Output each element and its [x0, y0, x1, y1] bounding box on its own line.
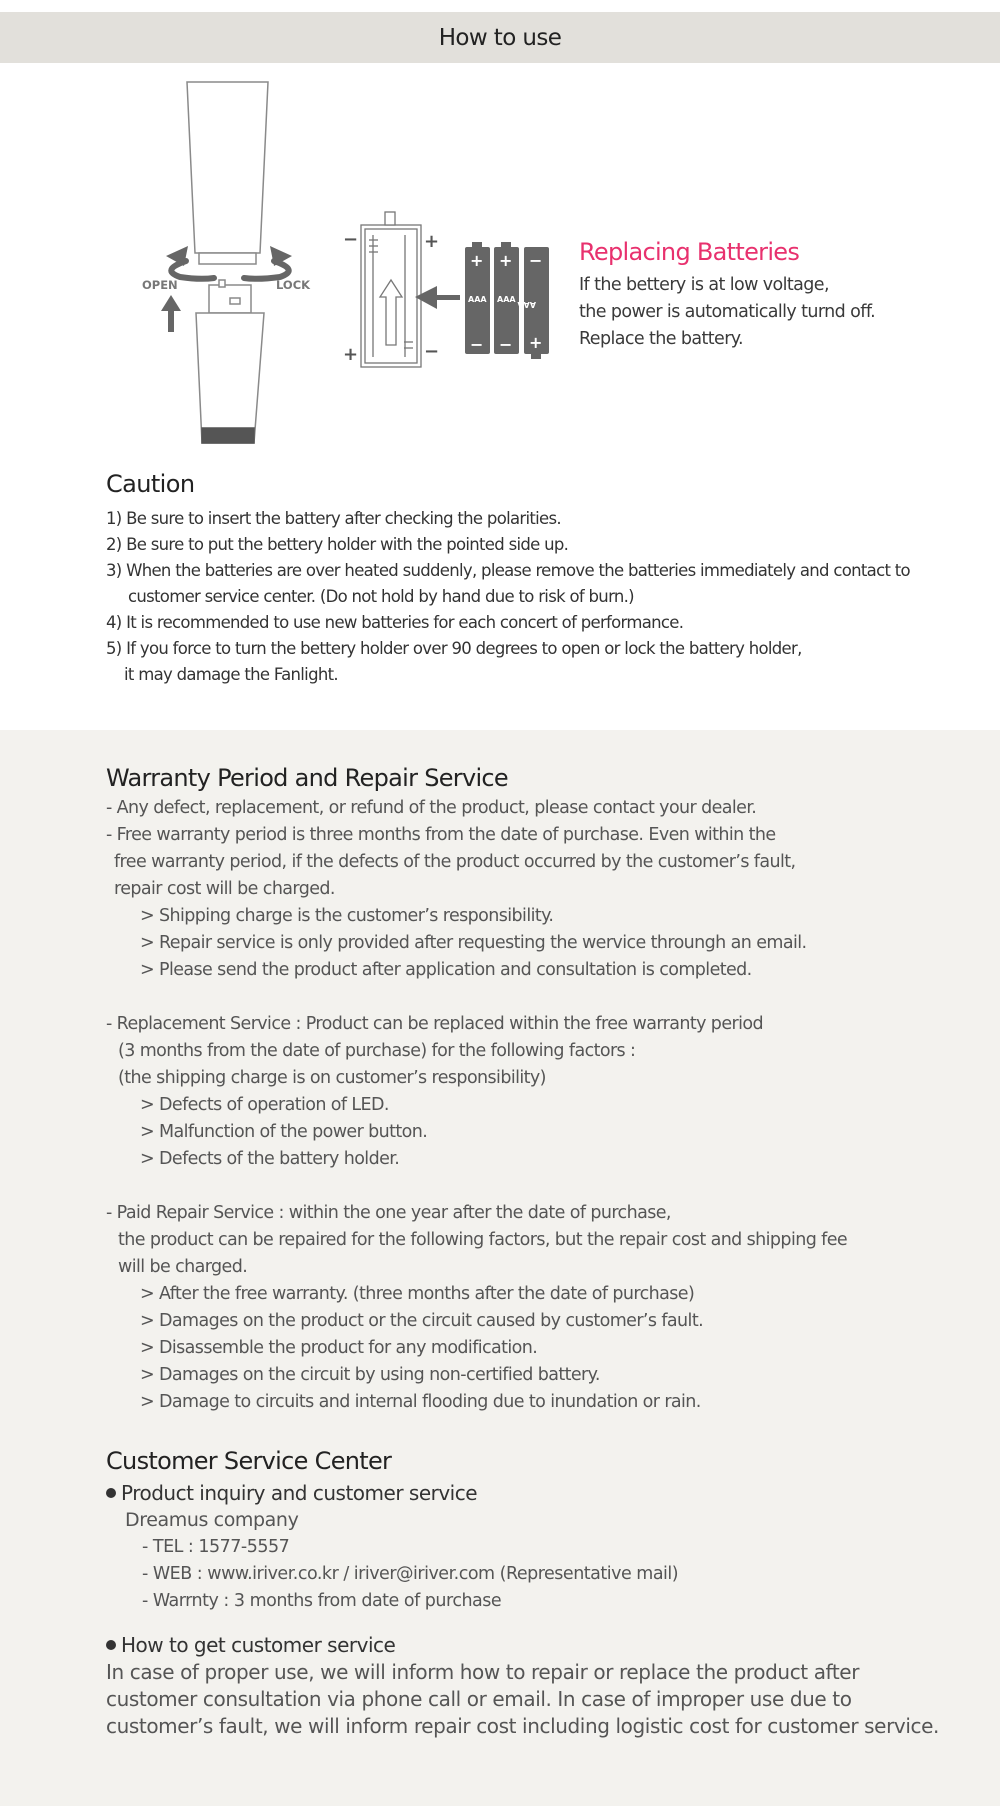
- csc-paragraph-line: In case of proper use, we will inform how to repair or replace the product after: [106, 1660, 860, 1684]
- caution-item-1: 1) Be sure to insert the battery after checking the polarities.: [106, 509, 561, 528]
- customer-service-section: [106, 1447, 996, 1740]
- warranty-line: the product can be repaired for the following factors, but the repair cost and shipping fee: [118, 1230, 848, 1250]
- caution-item-2: 2) Be sure to put the bettery holder with the pointed side up.: [106, 535, 569, 554]
- csc-bullet-howto-text: How to get customer service: [121, 1633, 396, 1657]
- battery-3-plus: +: [529, 333, 543, 352]
- up-arrow-icon: [161, 295, 181, 332]
- battery-2-minus: −: [499, 335, 513, 354]
- warranty-subline: > Defects of the battery holder.: [140, 1149, 400, 1169]
- bullet-dot-icon: [106, 1488, 116, 1498]
- spacer: [106, 984, 986, 1011]
- replacing-batteries: [579, 238, 979, 353]
- insert-arrow-icon: [415, 286, 460, 309]
- top-strip: [0, 0, 1000, 12]
- warranty-subline: > Disassemble the product for any modification.: [140, 1338, 538, 1358]
- warranty-line: - Replacement Service : Product can be replaced within the free warranty period: [106, 1014, 763, 1034]
- replacing-title: Replacing Batteries: [579, 238, 800, 266]
- battery-2: [494, 242, 519, 354]
- battery-1-plus: +: [470, 251, 484, 270]
- caution-item-3-cont: customer service center. (Do not hold by hand due to risk of burn.): [128, 587, 634, 606]
- csc-company: Dreamus company: [125, 1509, 299, 1531]
- warranty-line: free warranty period, if the defects of the product occurred by the customer’s fault,: [114, 852, 796, 872]
- warranty-line: (3 months from the date of purchase) for the following factors :: [118, 1041, 636, 1061]
- warranty-line: will be charged.: [118, 1257, 248, 1277]
- holder-plus-bottom: +: [343, 344, 359, 365]
- spacer: [106, 1173, 986, 1200]
- csc-paragraph-line: customer consultation via phone call or email. In case of improper use due to: [106, 1687, 852, 1711]
- warranty-line: repair cost will be charged.: [114, 879, 335, 899]
- warranty-line: - Any defect, replacement, or refund of the product, please contact your dealer.: [106, 798, 757, 818]
- replacing-line-1: If the bettery is at low voltage,: [579, 275, 829, 295]
- battery-3: [517, 247, 549, 359]
- holder-plus-top: +: [424, 231, 440, 252]
- replacing-line-3: Replace the battery.: [579, 329, 744, 349]
- holder-minus-bottom: −: [424, 341, 440, 362]
- section-header: [0, 12, 1000, 63]
- csc-title: Customer Service Center: [106, 1447, 392, 1475]
- battery-1-label: AAA: [468, 295, 487, 304]
- caution-item-5: 5) If you force to turn the bettery holder over 90 degrees to open or lock the battery holder,: [106, 639, 802, 658]
- warranty-subline: > Shipping charge is the customer’s responsibility.: [140, 906, 554, 926]
- csc-warranty: - Warrnty : 3 months from date of purchase: [142, 1591, 502, 1611]
- battery-2-label: AAA: [497, 295, 516, 304]
- page-title: How to use: [438, 24, 562, 51]
- battery-3-minus: −: [529, 251, 543, 270]
- warranty-subline: > Defects of operation of LED.: [140, 1095, 389, 1115]
- caution-title: Caution: [106, 470, 195, 498]
- battery-1: [465, 242, 490, 354]
- battery-3-label: AAA: [517, 300, 536, 309]
- caution-item-5-cont: it may damage the Fanlight.: [124, 665, 338, 684]
- replacing-line-2: the power is automatically turnd off.: [579, 302, 876, 322]
- caution-section: [106, 470, 986, 688]
- bullet-dot-icon: [106, 1640, 116, 1650]
- csc-bullet-inquiry-text: Product inquiry and customer service: [121, 1481, 478, 1505]
- fanlight-bottom-tube: [196, 280, 264, 443]
- holder-minus-top: −: [343, 229, 359, 250]
- warranty-subline: > Damage to circuits and internal flooding due to inundation or rain.: [140, 1392, 701, 1412]
- warranty-line: - Paid Repair Service : within the one year after the date of purchase,: [106, 1203, 671, 1223]
- csc-web: - WEB : www.iriver.co.kr / iriver@iriver.com (Representative mail): [142, 1564, 679, 1584]
- csc-tel: - TEL : 1577-5557: [142, 1537, 290, 1557]
- fanlight-top-tube: [187, 82, 268, 264]
- caution-item-3: 3) When the batteries are over heated suddenly, please remove the batteries immediately and contact to: [106, 561, 910, 580]
- warranty-subline: > Damages on the product or the circuit caused by customer’s fault.: [140, 1311, 704, 1331]
- csc-paragraph-line: customer’s fault, we will inform repair cost including logistic cost for customer service.: [106, 1714, 939, 1738]
- warranty-line: - Free warranty period is three months from the date of purchase. Even within the: [106, 825, 776, 845]
- warranty-title: Warranty Period and Repair Service: [106, 764, 508, 792]
- warranty-subline: > After the free warranty. (three months after the date of purchase): [140, 1284, 695, 1304]
- battery-2-plus: +: [499, 251, 513, 270]
- csc-bullet-inquiry: [106, 1479, 996, 1507]
- warranty-line: (the shipping charge is on customer’s responsibility): [118, 1068, 546, 1088]
- lock-label: LOCK: [276, 278, 311, 292]
- caution-item-4: 4) It is recommended to use new batteries for each concert of performance.: [106, 613, 684, 632]
- open-label: OPEN: [142, 278, 178, 292]
- warranty-section: [106, 764, 986, 1416]
- warranty-subline: > Repair service is only provided after requesting the wervice throungh an email.: [140, 933, 807, 953]
- csc-bullet-howto: [106, 1631, 996, 1659]
- battery-1-minus: −: [470, 335, 484, 354]
- battery-holder: [361, 212, 421, 367]
- warranty-subline: > Malfunction of the power button.: [140, 1122, 428, 1142]
- warranty-subline: > Damages on the circuit by using non-certified battery.: [140, 1365, 600, 1385]
- warranty-subline: > Please send the product after application and consultation is completed.: [140, 960, 752, 980]
